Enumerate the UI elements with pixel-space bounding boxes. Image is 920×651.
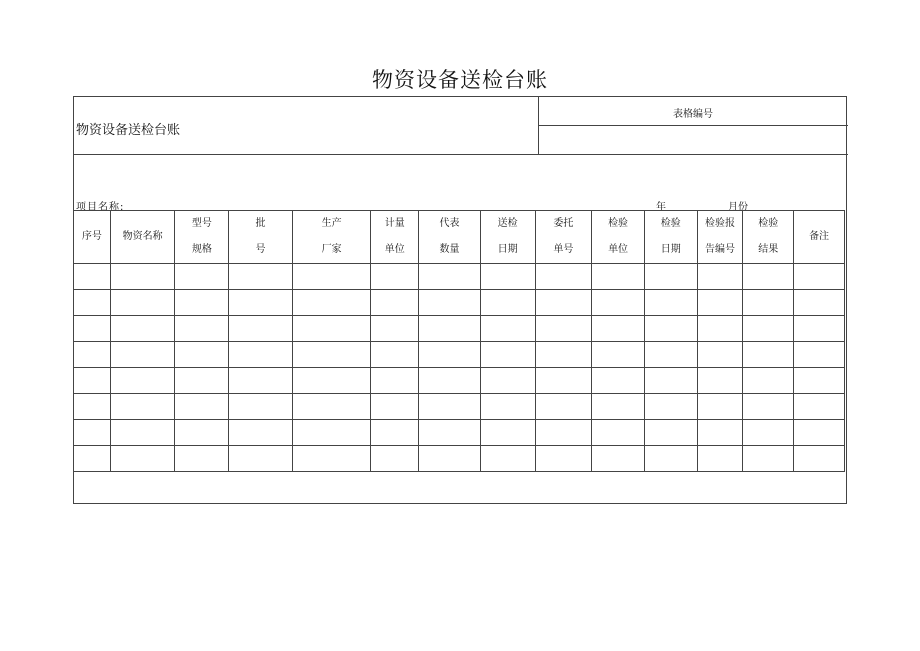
table-cell[interactable]	[592, 394, 645, 420]
column-header-line1: 检验	[608, 218, 629, 229]
table-cell[interactable]	[292, 368, 371, 394]
table-cell[interactable]	[419, 368, 481, 394]
table-cell[interactable]	[74, 290, 111, 316]
table-cell[interactable]	[229, 290, 293, 316]
table-cell[interactable]	[419, 264, 481, 290]
table-cell[interactable]	[371, 290, 419, 316]
column-header-line2: 单号	[553, 244, 574, 255]
table-cell[interactable]	[743, 342, 794, 368]
column-header	[697, 211, 743, 264]
table-cell[interactable]	[480, 420, 535, 446]
table-cell[interactable]	[175, 290, 229, 316]
table-cell[interactable]	[743, 420, 794, 446]
column-header	[110, 211, 175, 264]
table-cell[interactable]	[110, 316, 175, 342]
page-title: 物资设备送检台账	[372, 68, 548, 92]
table-cell[interactable]	[535, 290, 592, 316]
table-cell[interactable]	[743, 368, 794, 394]
table-cell[interactable]	[697, 368, 743, 394]
table-cell[interactable]	[371, 446, 419, 472]
project-name-label: 项目名称:	[76, 202, 125, 213]
table-cell[interactable]	[592, 316, 645, 342]
table-cell[interactable]	[794, 290, 845, 316]
ledger-table	[73, 210, 845, 472]
table-cell[interactable]	[794, 342, 845, 368]
table-cell[interactable]	[175, 264, 229, 290]
column-header-line2: 单位	[384, 244, 405, 255]
column-header-line1: 检验	[758, 218, 779, 229]
table-cell[interactable]	[535, 368, 592, 394]
table-cell[interactable]	[229, 264, 293, 290]
table-cell[interactable]	[229, 446, 293, 472]
table-cell[interactable]	[110, 446, 175, 472]
table-cell[interactable]	[743, 264, 794, 290]
table-cell[interactable]	[480, 342, 535, 368]
table-row	[74, 342, 845, 368]
table-cell[interactable]	[175, 316, 229, 342]
table-cell[interactable]	[175, 420, 229, 446]
month-label: 月份	[728, 202, 748, 213]
column-header-line1: 序号	[81, 231, 102, 242]
table-cell[interactable]	[535, 446, 592, 472]
table-cell[interactable]	[535, 420, 592, 446]
column-header-line2: 号	[255, 244, 266, 255]
table-cell[interactable]	[794, 394, 845, 420]
table-cell[interactable]	[292, 446, 371, 472]
table-cell[interactable]	[480, 264, 535, 290]
table-cell[interactable]	[292, 420, 371, 446]
table-cell[interactable]	[794, 446, 845, 472]
column-header-line1: 生产	[321, 218, 342, 229]
table-cell[interactable]	[644, 264, 697, 290]
year-label: 年	[656, 202, 666, 213]
table-cell[interactable]	[110, 394, 175, 420]
ledger-form	[73, 96, 847, 504]
table-cell[interactable]	[697, 420, 743, 446]
column-header-line1: 检验报	[705, 218, 736, 229]
table-cell[interactable]	[292, 316, 371, 342]
column-header	[74, 211, 111, 264]
table-header-row	[74, 211, 845, 264]
table-cell[interactable]	[110, 342, 175, 368]
table-cell[interactable]	[480, 316, 535, 342]
table-cell[interactable]	[644, 342, 697, 368]
column-header-line1: 型号	[191, 218, 212, 229]
table-cell[interactable]	[644, 368, 697, 394]
table-cell[interactable]	[371, 316, 419, 342]
column-header-line1: 送检	[497, 218, 518, 229]
table-cell[interactable]	[697, 394, 743, 420]
table-row	[74, 264, 845, 290]
table-row	[74, 316, 845, 342]
table-cell[interactable]	[592, 420, 645, 446]
column-header	[292, 211, 371, 264]
form-code-label: 表格编号	[673, 109, 713, 120]
table-row	[74, 368, 845, 394]
table-cell[interactable]	[74, 420, 111, 446]
table-cell[interactable]	[175, 342, 229, 368]
table-cell[interactable]	[535, 316, 592, 342]
table-cell[interactable]	[229, 420, 293, 446]
table-cell[interactable]	[794, 368, 845, 394]
table-cell[interactable]	[794, 420, 845, 446]
table-cell[interactable]	[592, 290, 645, 316]
table-cell[interactable]	[743, 316, 794, 342]
table-cell[interactable]	[535, 342, 592, 368]
column-header-line1: 检验	[660, 218, 681, 229]
column-header-line2: 单位	[608, 244, 629, 255]
table-cell[interactable]	[74, 264, 111, 290]
table-cell[interactable]	[697, 446, 743, 472]
table-cell[interactable]	[419, 446, 481, 472]
table-cell[interactable]	[697, 316, 743, 342]
table-cell[interactable]	[292, 342, 371, 368]
column-header	[592, 211, 645, 264]
column-header	[794, 211, 845, 264]
table-cell[interactable]	[592, 342, 645, 368]
table-cell[interactable]	[644, 446, 697, 472]
column-header	[644, 211, 697, 264]
table-cell[interactable]	[74, 394, 111, 420]
column-header-line1: 委托	[553, 218, 574, 229]
column-header-line2: 告编号	[705, 244, 736, 255]
table-cell[interactable]	[480, 368, 535, 394]
column-header-line2: 结果	[758, 244, 779, 255]
table-cell[interactable]	[110, 290, 175, 316]
table-cell[interactable]	[480, 394, 535, 420]
table-cell[interactable]	[175, 368, 229, 394]
table-cell[interactable]	[175, 394, 229, 420]
table-cell[interactable]	[697, 264, 743, 290]
table-cell[interactable]	[74, 342, 111, 368]
table-cell[interactable]	[644, 316, 697, 342]
column-header	[371, 211, 419, 264]
table-cell[interactable]	[110, 368, 175, 394]
table-cell[interactable]	[644, 394, 697, 420]
table-cell[interactable]	[292, 264, 371, 290]
table-row	[74, 290, 845, 316]
table-cell[interactable]	[592, 446, 645, 472]
column-header-line2: 日期	[497, 244, 518, 255]
table-cell[interactable]	[229, 316, 293, 342]
table-cell[interactable]	[697, 342, 743, 368]
table-cell[interactable]	[794, 264, 845, 290]
table-cell[interactable]	[480, 446, 535, 472]
column-header-line1: 备注	[809, 231, 830, 242]
table-cell[interactable]	[592, 368, 645, 394]
table-cell[interactable]	[229, 368, 293, 394]
table-cell[interactable]	[644, 290, 697, 316]
column-header	[419, 211, 481, 264]
table-row	[74, 420, 845, 446]
table-cell[interactable]	[743, 446, 794, 472]
table-cell[interactable]	[371, 368, 419, 394]
table-cell[interactable]	[74, 368, 111, 394]
table-cell[interactable]	[371, 420, 419, 446]
column-header	[480, 211, 535, 264]
column-header-line1: 物资名称	[122, 231, 163, 242]
table-cell[interactable]	[419, 316, 481, 342]
column-header	[535, 211, 592, 264]
table-cell[interactable]	[535, 394, 592, 420]
table-cell[interactable]	[371, 394, 419, 420]
table-cell[interactable]	[419, 290, 481, 316]
table-cell[interactable]	[292, 394, 371, 420]
table-cell[interactable]	[292, 290, 371, 316]
column-header-line1: 代表	[439, 218, 460, 229]
code-value-field	[74, 154, 848, 155]
table-cell[interactable]	[74, 446, 111, 472]
column-header	[743, 211, 794, 264]
column-header-line2: 数量	[439, 244, 460, 255]
table-cell[interactable]	[697, 290, 743, 316]
table-cell[interactable]	[371, 264, 419, 290]
table-cell[interactable]	[371, 342, 419, 368]
table-row	[74, 394, 845, 420]
table-cell[interactable]	[794, 316, 845, 342]
form-subtitle: 物资设备送检台账	[76, 123, 181, 138]
column-header-line1: 批	[255, 218, 266, 229]
table-cell[interactable]	[110, 420, 175, 446]
table-cell[interactable]	[592, 264, 645, 290]
table-cell[interactable]	[743, 290, 794, 316]
table-cell[interactable]	[743, 394, 794, 420]
table-row	[74, 446, 845, 472]
column-header-line2: 厂家	[321, 244, 342, 255]
column-header-line2: 规格	[191, 244, 212, 255]
table-cell[interactable]	[419, 420, 481, 446]
table-cell[interactable]	[419, 342, 481, 368]
column-header-line2: 日期	[660, 244, 681, 255]
column-header	[229, 211, 293, 264]
column-header	[175, 211, 229, 264]
table-cell[interactable]	[229, 394, 293, 420]
table-cell[interactable]	[74, 316, 111, 342]
table-cell[interactable]	[229, 342, 293, 368]
code-divider-1	[538, 125, 848, 126]
column-header-line1: 计量	[384, 218, 405, 229]
table-cell[interactable]	[480, 290, 535, 316]
table-cell[interactable]	[644, 420, 697, 446]
table-cell[interactable]	[110, 264, 175, 290]
table-cell[interactable]	[419, 394, 481, 420]
table-cell[interactable]	[535, 264, 592, 290]
table-cell[interactable]	[175, 446, 229, 472]
